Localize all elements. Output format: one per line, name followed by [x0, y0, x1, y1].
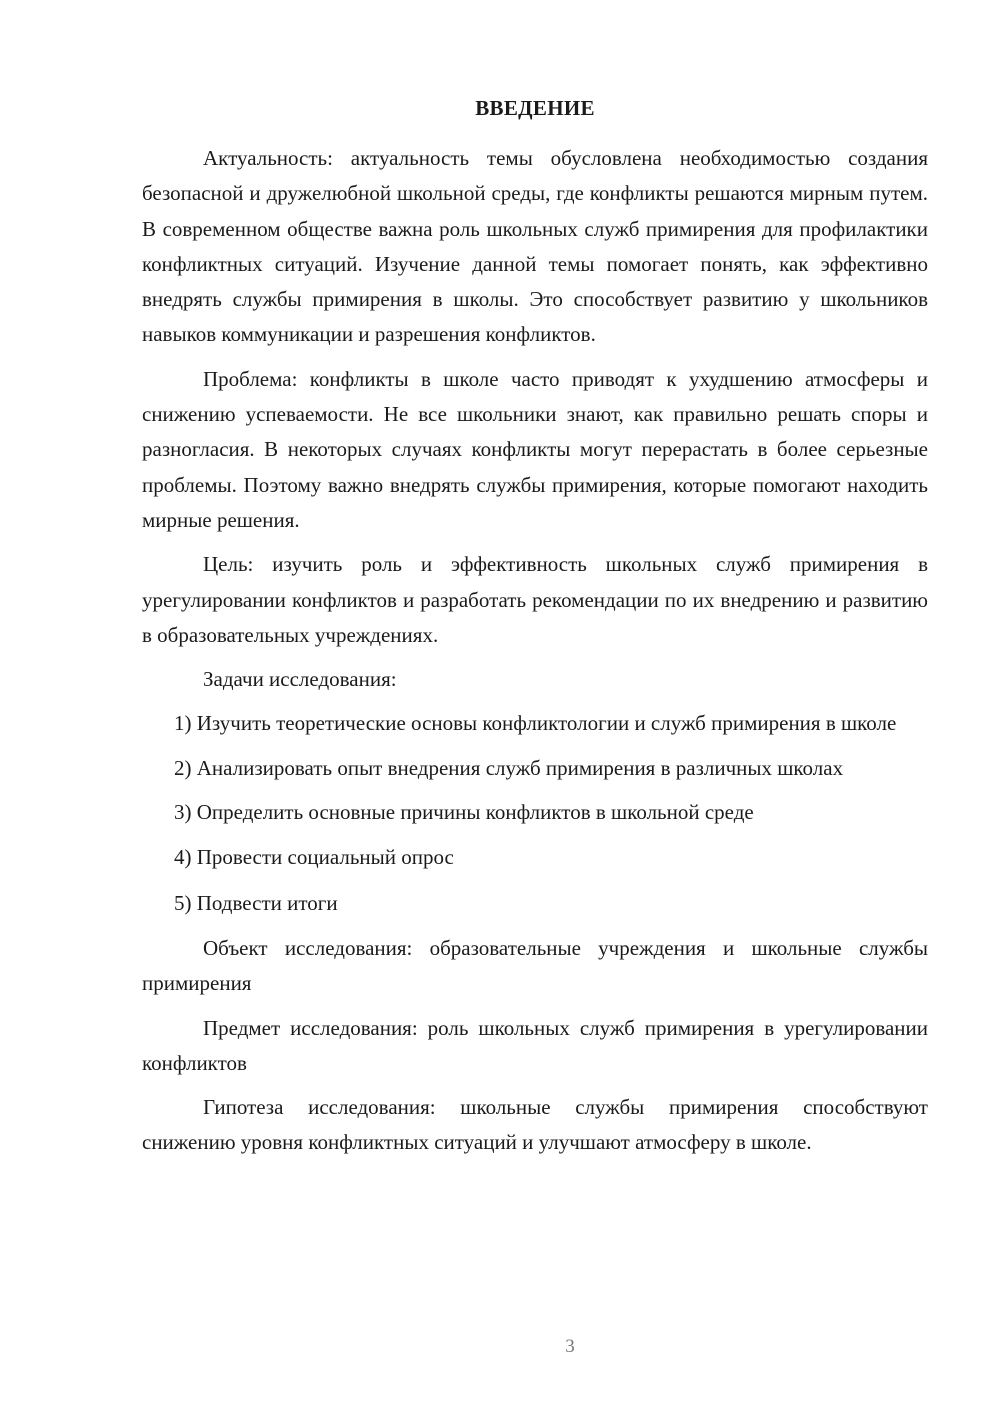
tasks-heading: Задачи исследования: [203, 667, 397, 692]
subject-paragraph: Предмет исследования: роль школьных служб примирения в урегулировании конфликтов [142, 1015, 928, 1075]
task-item-1: 1) Изучить теоретические основы конфликтологии и служб примирения в школе [174, 711, 897, 736]
hypothesis-paragraph: Гипотеза исследования: школьные службы примирения способствуют снижению уровня конфликтных ситуаций и улучшают атмосферу в школе. [142, 1095, 928, 1155]
document-page [142, 96, 928, 1170]
page-title: ВВЕДЕНИЕ [475, 96, 595, 120]
problem-paragraph: Проблема: конфликты в школе часто приводят к ухудшению атмосферы и снижению успеваемости. Не все школьники знают, как правильно решать споры и разногласия. В некоторых случаях конфликты могут перерастать в более серьезные проблемы. Поэтому важно внедрять службы примирения, которые помогают находить мирные решения. [142, 366, 928, 532]
goal-paragraph: Цель: изучить роль и эффективность школьных служб примирения в урегулировании конфликтов и разработать рекомендации по их внедрению и развитию в образовательных учреждениях. [142, 552, 928, 647]
object-paragraph: Объект исследования: образовательные учреждения и школьные службы примирения [142, 935, 928, 996]
task-item-5: 5) Подвести итоги [174, 890, 338, 915]
task-item-3: 3) Определить основные причины конфликтов в школьной среде [174, 800, 754, 825]
page-number: 3 [565, 1336, 575, 1357]
task-item-4: 4) Провести социальный опрос [174, 845, 454, 870]
relevance-paragraph: Актуальность: актуальность темы обусловлена необходимостью создания безопасной и дружелюбной школьной среды, где конфликты решаются мирным путем. В современном обществе важна роль школьных служб примирения для профилактики конфликтных ситуаций. Изучение данной темы помогает понять, как эффективно внедрять службы примирения в школы. Это способствует развитию у школьников навыков коммуникации и разрешения конфликтов. [142, 146, 928, 347]
task-item-2: 2) Анализировать опыт внедрения служб примирения в различных школах [174, 755, 844, 780]
